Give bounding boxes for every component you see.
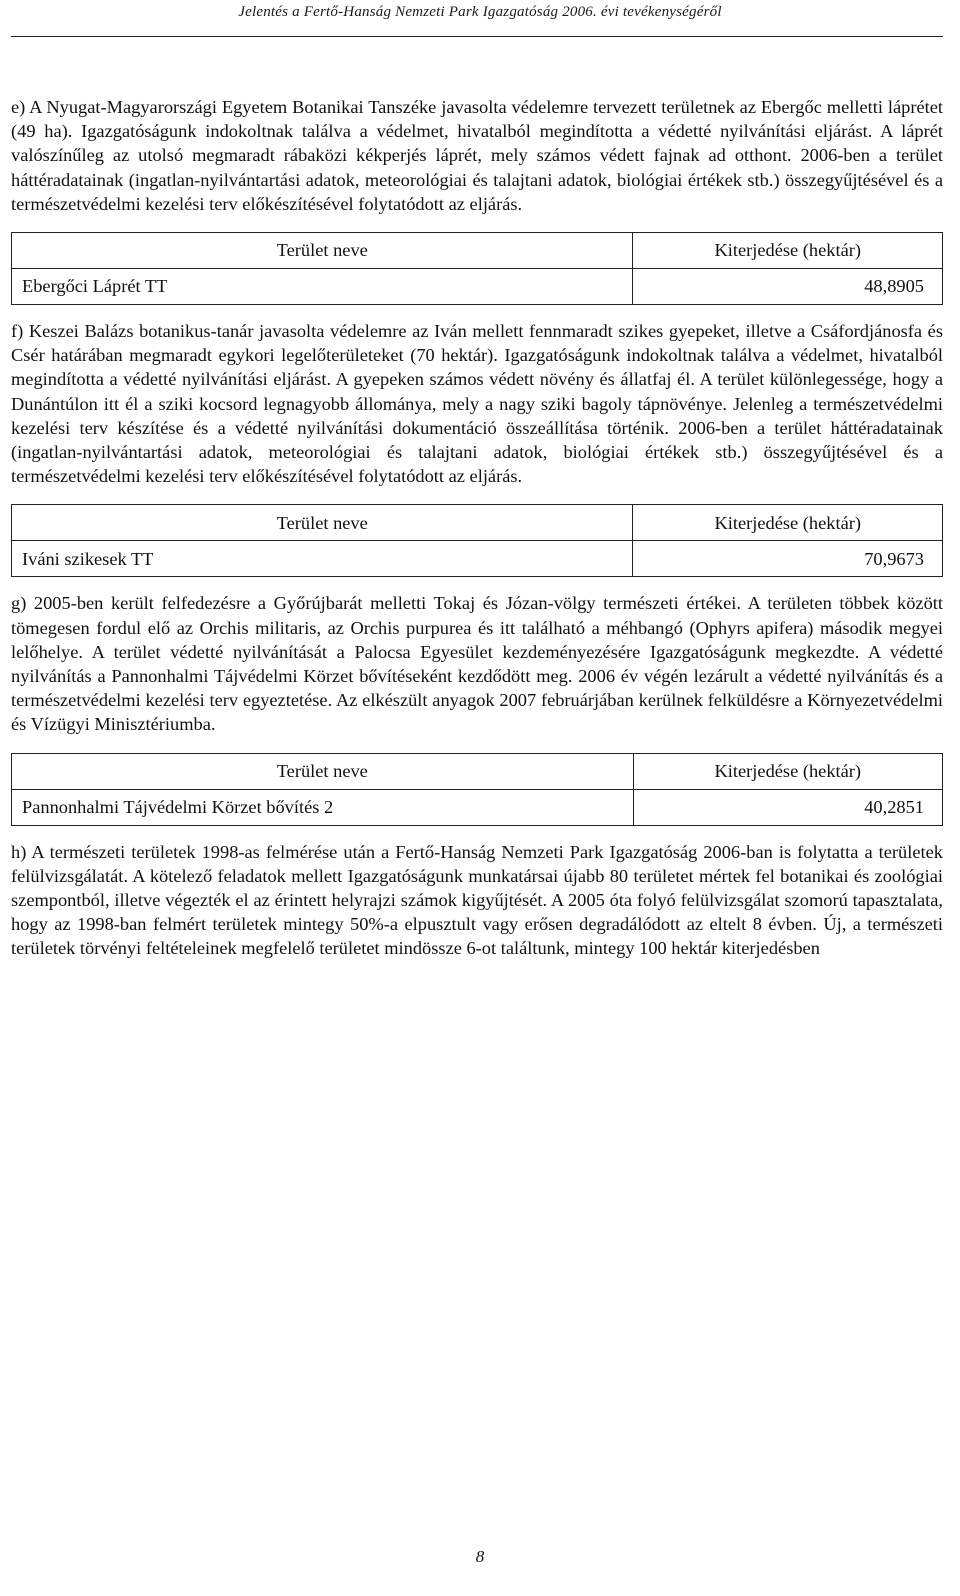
area-table-ivan xyxy=(11,504,943,577)
paragraph-g: g) 2005-ben került felfedezésre a Győrújbarát melletti Tokaj és Józan-völgy természeti értékei. A területen többek között tömegesen fordul elő az Orchis militaris, az Orchis purpurea és itt található a méhbangó (Ophyrs apifera) második megyei lelőhelye. A terület védetté nyilvánítását a Palocsa Egyesület kezdeményezésére Igazgatóságunk megkezdte. A védetté nyilvánítás a Pannonhalmi Tájvédelmi Körzet bővítéseként kezdődött meg. 2006 év végén lezárult a védetté nyilvánítás és a természetvédelmi kezelési terv egyeztetése. Az elkészült anyagok 2007 februárjában kerülnek felküldésre a Környezetvédelmi és Vízügyi Minisztériumba. xyxy=(11,593,943,735)
table-row xyxy=(12,269,943,305)
page-number: 8 xyxy=(475,1547,485,1566)
table-row xyxy=(12,541,943,577)
column-header-name: Terület neve xyxy=(12,505,633,541)
area-name: Ebergőci Láprét TT xyxy=(12,269,633,305)
area-table-pannonhalma xyxy=(11,753,943,826)
paragraph-e: e) A Nyugat-Magyarországi Egyetem Botanikai Tanszéke javasolta védelemre tervezett területnek az Ebergőc melletti láprétet (49 ha). Igazgatóságunk indokoltnak találva a védelmet, hivatalból megindította a védetté nyilvánítási eljárást. A láprét valószínűleg az utolsó megmaradt rábaközi kékperjés láprét, mely számos védett fajnak ad otthont. 2006-ben a terület háttéradatainak (ingatlan-nyilvántartási adatok, meteorológiai és talajtani adatok, biológiai értékek stb.) összegyűjtésével és a természetvédelmi kezelési terv előkészítésével folytatódott az eljárás. xyxy=(11,97,943,214)
area-size: 48,8905 xyxy=(633,269,943,305)
column-header-area: Kiterjedése (hektár) xyxy=(633,505,943,541)
area-table-ebergoc xyxy=(11,232,943,305)
paragraph-f: f) Keszei Balázs botanikus-tanár javasolta védelemre az Iván mellett fennmaradt szikes gyepeket, illetve a Csáfordjánosfa és Csér határában megmaradt egykori legelőterületeket (70 hektár). Igazgatóságunk indokoltnak találva a védelmet, hivatalból megindította a védetté nyilvánítási eljárást. A gyepeken számos védett növény és állatfaj él. A terület különlegessége, hogy a Dunántúlon itt él a sziki kocsord legnagyobb állománya, mely a nagy sziki bagoly tápnövénye. Jelenleg a természetvédelmi kezelési terv készítése és a védetté nyilvánítási dokumentáció összeállítása történik. 2006-ben a terület háttéradatainak (ingatlan-nyilvántartási adatok, meteorológiai és talajtani adatok, biológiai értékek stb.) összegyűjtésével és a természetvédelmi kezelési terv előkészítésével folytatódott az eljárás. xyxy=(11,321,943,487)
column-header-name: Terület neve xyxy=(12,233,633,269)
column-header-name: Terület neve xyxy=(12,753,634,789)
page-content xyxy=(11,95,943,961)
area-size: 70,9673 xyxy=(633,541,943,577)
column-header-area: Kiterjedése (hektár) xyxy=(633,233,943,269)
area-name: Pannonhalmi Tájvédelmi Körzet bővítés 2 xyxy=(12,789,634,825)
table-header-row xyxy=(12,753,943,789)
running-header: Jelentés a Fertő-Hanság Nemzeti Park Igazgatóság 2006. évi tevékenységéről xyxy=(238,4,722,20)
table-row xyxy=(12,789,943,825)
table-header-row xyxy=(12,505,943,541)
paragraph-h: h) A természeti területek 1998-as felmérése után a Fertő-Hanság Nemzeti Park Igazgatóság 2006-ban is folytatta a területek felülvizsgálatát. A kötelező feladatok mellett Igazgatóságunk munkatársai újabb 80 területet mértek fel botanikai és zoológiai szempontból, illetve végezték el az érintett helyrajzi számok kigyűjtését. A 2005 óta folyó felülvizsgálat szomorú tapasztalata, hogy az 1998-ban felmért területek mintegy 50%-a elpusztult vagy erősen degradálódott az eltelt 8 évben. Új, a természeti területek törvényi feltételeinek megfelelő területet mindössze 6-ot találtunk, mintegy 100 hektár kiterjedésben xyxy=(11,841,943,959)
area-size: 40,2851 xyxy=(633,789,942,825)
area-name: Iváni szikesek TT xyxy=(12,541,633,577)
column-header-area: Kiterjedése (hektár) xyxy=(633,753,942,789)
header-rule xyxy=(11,36,943,37)
table-header-row xyxy=(12,233,943,269)
